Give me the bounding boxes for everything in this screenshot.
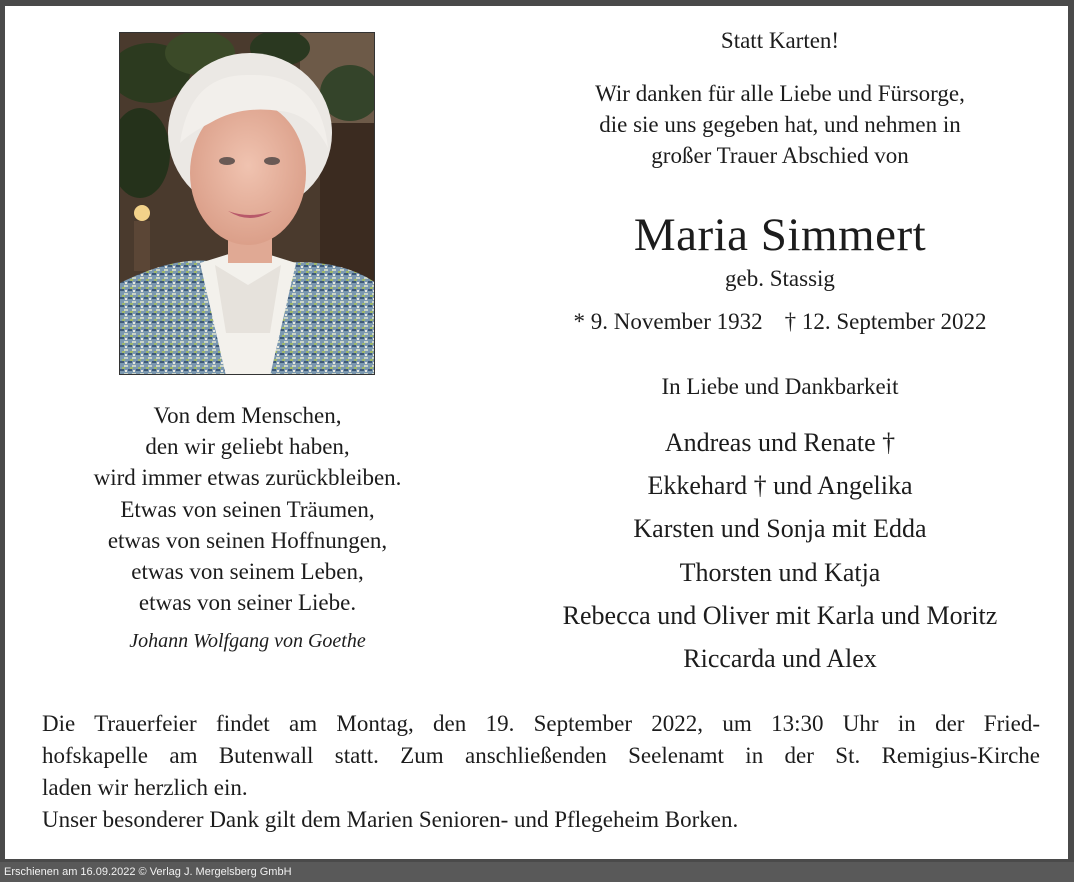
thanks-line: großer Trauer Abschied von — [651, 143, 909, 168]
poem-line: etwas von seinem Leben, — [131, 559, 364, 585]
poem — [15, 400, 480, 618]
maiden-name: geb. Stassig — [725, 266, 835, 291]
family-member: Thorsten und Katja — [679, 557, 881, 587]
poem-line: etwas von seiner Liebe. — [138, 590, 357, 616]
service-line: hofskapelle am Butenwall statt. Zum anschließenden Seelenamt in der St. Remigius-Kirche — [42, 743, 1040, 768]
thanks-text — [515, 78, 1045, 171]
family-member: Rebecca und Oliver mit Karla und Moritz — [562, 600, 998, 630]
poem-line: den wir geliebt haben, — [145, 434, 350, 460]
service-line: laden wir herzlich ein. — [42, 775, 248, 800]
service-info — [42, 708, 1040, 836]
poem-line: etwas von seinen Hoffnungen, — [107, 527, 388, 553]
closing-line: In Liebe und Dankbarkeit — [661, 374, 899, 399]
special-thanks: Unser besonderer Dank gilt dem Marien Senioren- und Pflegeheim Borken. — [42, 807, 739, 832]
thanks-line: Wir danken für alle Liebe und Fürsorge, — [595, 81, 965, 106]
service-line: Die Trauerfeier findet am Montag, den 19. September 2022, um 13:30 Uhr in der Fried- — [42, 711, 1040, 736]
family-member: Riccarda und Alex — [683, 644, 877, 674]
portrait-photo — [119, 32, 375, 375]
death-date: † 12. September 2022 — [784, 309, 987, 334]
poem-line: wird immer etwas zurückbleiben. — [93, 465, 402, 491]
family-member: Andreas und Renate † — [664, 428, 896, 457]
poem-author: Johann Wolfgang von Goethe — [129, 630, 366, 652]
poem-line: Von dem Menschen, — [153, 403, 342, 428]
family-member: Ekkehard † und Angelika — [647, 471, 913, 501]
family-list — [515, 421, 1045, 680]
deceased-name: Maria Simmert — [633, 209, 927, 261]
life-dates — [515, 309, 1045, 335]
notice-header: Statt Karten! — [720, 28, 840, 53]
family-member: Karsten und Sonja mit Edda — [633, 514, 927, 544]
portrait-icon — [120, 33, 375, 375]
publication-footer: Erschienen am 16.09.2022 © Verlag J. Mergelsberg GmbH — [0, 862, 1074, 882]
thanks-line: die sie uns gegeben hat, und nehmen in — [599, 112, 961, 137]
obituary-card — [5, 6, 1068, 859]
poem-line: Etwas von seinen Träumen, — [120, 496, 375, 522]
birth-date: * 9. November 1932 — [573, 309, 763, 334]
